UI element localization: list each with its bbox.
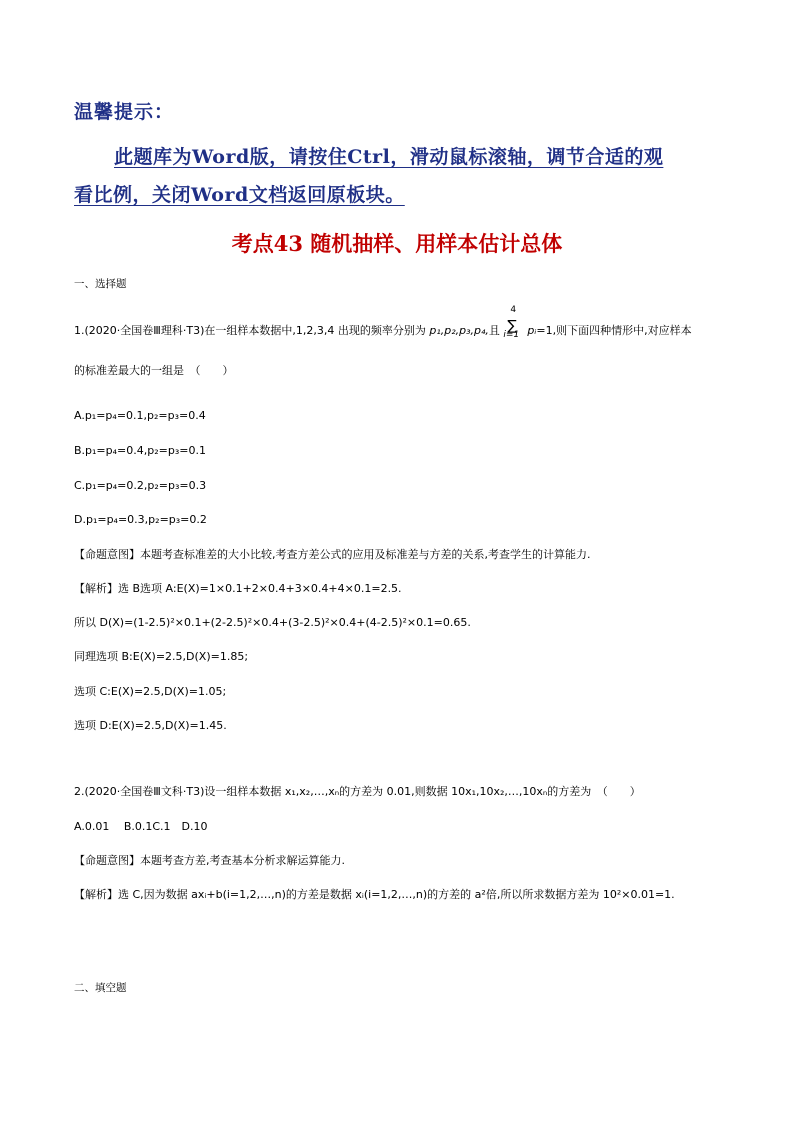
q1-stem-b: =1,则下面四种情形中,对应样本 [536, 324, 692, 337]
q1-option-d: D.p₁=p₄=0.3,p₂=p₃=0.2 [74, 513, 207, 526]
q2-intent: 【命题意图】本题考查方差,考查基本分析求解运算能力. [74, 854, 345, 867]
sum-lower: i=1 [503, 330, 520, 340]
q1-variance-calc: 所以 D(X)=(1-2.5)²×0.1+(2-2.5)²×0.4+(3-2.5)²×0.4+(4-2.5)²×0.1=0.65. [74, 616, 471, 629]
q1-option-a: A.p₁=p₄=0.1,p₂=p₃=0.4 [74, 409, 206, 422]
q1-result-c: 选项 C:E(X)=2.5,D(X)=1.05; [74, 685, 227, 698]
section-heading-fill: 二、填空题 [74, 982, 127, 994]
q1-result-d: 选项 D:E(X)=2.5,D(X)=1.45. [74, 719, 227, 732]
tip-title: 温馨提示： [74, 101, 175, 123]
sum-symbol [503, 305, 527, 340]
q2-stem: 2.(2020·全国卷Ⅲ文科·T3)设一组样本数据 x₁,x₂,…,xₙ的方差为 0.01,则数据 10x₁,10x₂,…,10xₙ的方差为 （ ） [74, 785, 641, 798]
q1-and: 且 [488, 324, 500, 337]
q1-option-c: C.p₁=p₄=0.2,p₂=p₃=0.3 [74, 479, 207, 492]
sum-sigma: ∑ [507, 318, 517, 334]
section-heading-choice: 一、选择题 [74, 278, 127, 290]
page-title: 考点43 随机抽样、用样本估计总体 [231, 231, 563, 256]
q1-p-list: p₁,p₂,p₃,p₄, [429, 324, 489, 337]
q1-stem-line2: 的标准差最大的一组是 （ ） [74, 364, 234, 377]
q1-result-b: 同理选项 B:E(X)=2.5,D(X)=1.85; [74, 650, 249, 663]
sum-upper: 4 [510, 305, 517, 315]
q1-stem-a: 1.(2020·全国卷Ⅲ理科·T3)在一组样本数据中,1,2,3,4 出现的频率分别为 [74, 324, 426, 337]
q1-stem-line1 [74, 305, 692, 340]
q2-analysis: 【解析】选 C,因为数据 axᵢ+b(i=1,2,…,n)的方差是数据 xᵢ(i=1,2,…,n)的方差的 a²倍,所以所求数据方差为 10²×0.01=1. [74, 888, 675, 901]
tip-line-1: 此题库为Word版，请按住Ctrl，滑动鼠标滚轴，调节合适的观 [114, 146, 664, 168]
tip-line-2: 看比例，关闭Word文档返回原板块。 [74, 184, 405, 206]
sum-term: pᵢ [527, 324, 537, 337]
q1-analysis: 【解析】选 B选项 A:E(X)=1×0.1+2×0.4+3×0.4+4×0.1=2.5. [74, 582, 402, 595]
q1-option-b: B.p₁=p₄=0.4,p₂=p₃=0.1 [74, 444, 206, 457]
q2-options: A.0.01 B.0.1C.1 D.10 [74, 820, 208, 833]
q1-intent: 【命题意图】本题考查标准差的大小比较,考查方差公式的应用及标准差与方差的关系,考查学生的计算能力. [74, 548, 591, 561]
